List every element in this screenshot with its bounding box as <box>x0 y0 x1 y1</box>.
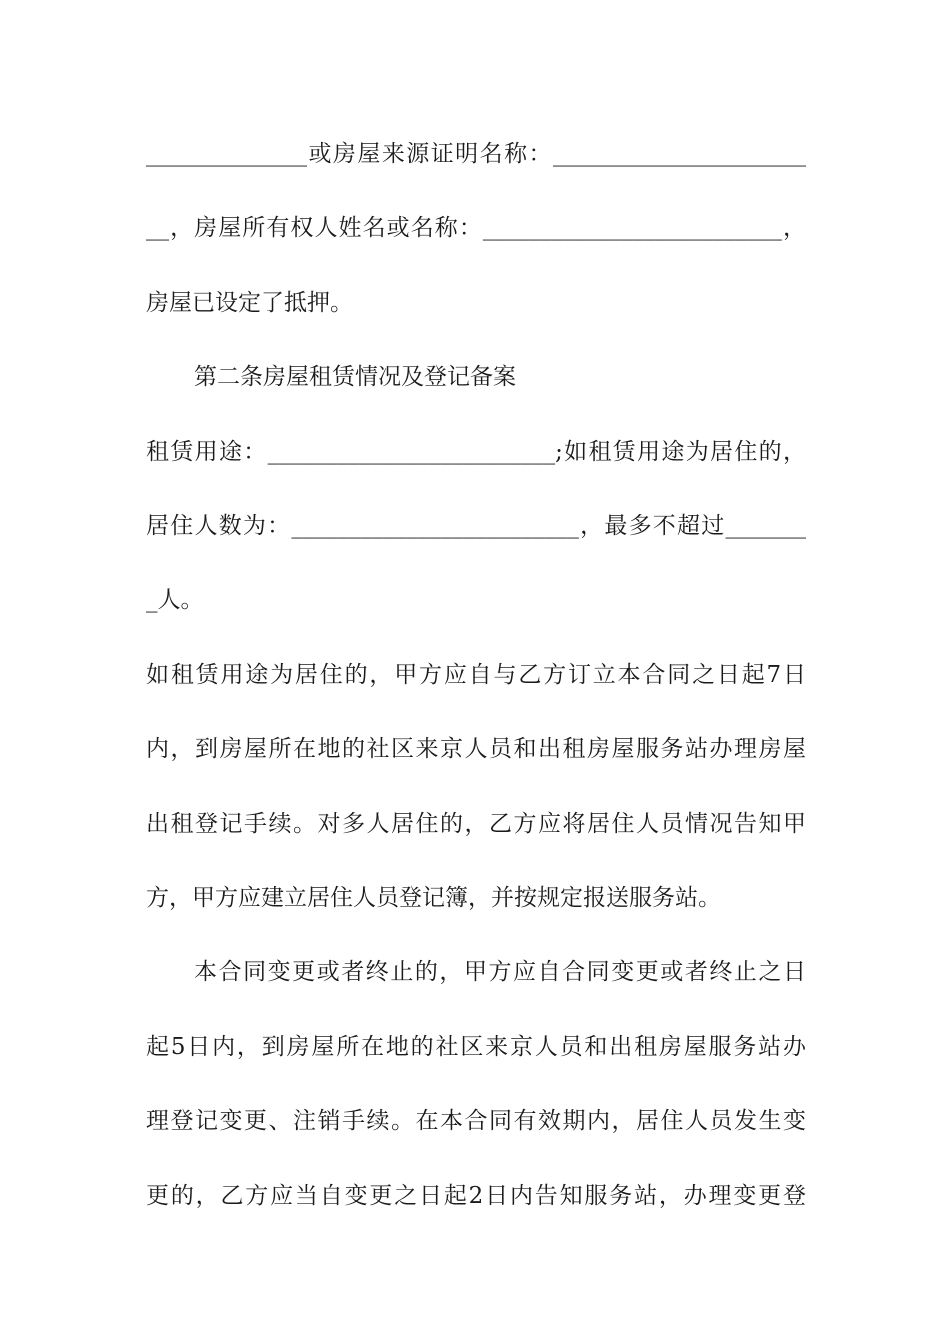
text-line-mortgage: 房屋已设定了抵押。 <box>146 290 353 316</box>
text-line-owner-name: __，房屋所有权人姓名或名称：__________________________， <box>146 215 806 241</box>
paragraph-line: 方，甲方应建立居住人员登记簿，并按规定报送服务站。 <box>146 885 721 911</box>
paragraph-line: 起5日内，到房屋所在地的社区来京人员和出租房屋服务站办 <box>146 1034 806 1060</box>
paragraph-line: 理登记变更、注销手续。在本合同有效期内，居住人员发生变 <box>146 1108 806 1134</box>
paragraph-line: 更的，乙方应当自变更之日起2日内告知服务站，办理变更登 <box>146 1183 806 1209</box>
article-heading: 第二条房屋租赁情况及登记备案 <box>194 364 516 390</box>
text-line-lease-purpose: 租赁用途：_________________________;如租赁用途为居住的， <box>146 439 806 465</box>
paragraph-line: 内，到房屋所在地的社区来京人员和出租房屋服务站办理房屋 <box>146 736 806 762</box>
text-line-occupants: 居住人数为：_________________________，最多不超过_______ <box>146 513 806 539</box>
paragraph-line: 本合同变更或者终止的，甲方应自合同变更或者终止之日 <box>194 959 806 985</box>
text-line-occupants-end: _人。 <box>146 587 204 613</box>
paragraph-line: 出租登记手续。对多人居住的，乙方应将居住人员情况告知甲 <box>146 811 806 837</box>
text-line-source-certificate: ______________或房屋来源证明名称：______________________ <box>146 141 806 167</box>
paragraph-line: 如租赁用途为居住的，甲方应自与乙方订立本合同之日起7日 <box>146 662 806 688</box>
